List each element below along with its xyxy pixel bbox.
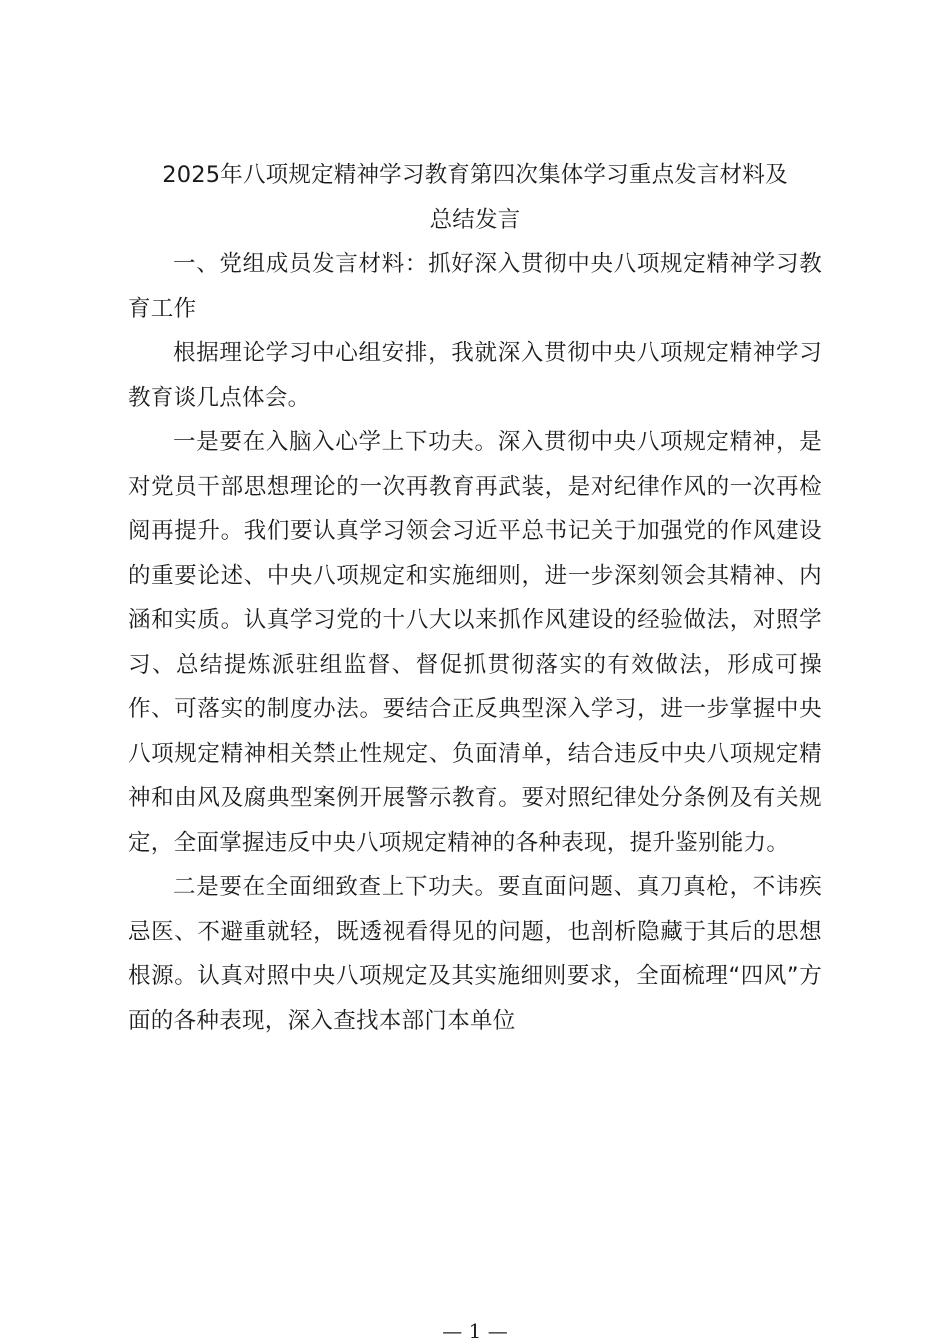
body-paragraph-1: 一是要在入脑入心学上下功夫。深入贯彻中央八项规定精神，是对党员干部思想理论的一次再教育再武装，是对纪律作风的一次再检阅再提升。我们要认真学习领会习近平总书记关于加强党的作风建设的重要论述、中央八项规定和实施细则，进一步深刻领会其精神、内涵和实质。认真学习党的十八大以来抓作风建设的经验做法，对照学习、总结提炼派驻组监督、督促抓贯彻落实的有效做法，形成可操作、可落实的制度办法。要结合正反典型深入学习，进一步掌握中央八项规定精神相关禁止性规定、负面清单，结合违反中央八项规定精神和由风及腐典型案例开展警示教育。要对照纪律处分条例及有关规定，全面掌握违反中央八项规定精神的各种表现，提升鉴别能力。 (128, 429, 822, 856)
title-line-2: 总结发言 (429, 206, 521, 233)
title-line-1: 2025年八项规定精神学习教育第四次集体学习重点发言材料及 (162, 162, 788, 188)
body-paragraph-2: 二是要在全面细致查上下功夫。要直面问题、真刀真枪，不讳疾忌医、不避重就轻，既透视看得见的问题，也剖析隐藏于其后的思想根源。认真对照中央八项规定及其实施细则要求，全面梳理“四风”方面的各种表现，深入查找本部门本单位 (128, 874, 822, 1034)
section-heading: 一、党组成员发言材料：抓好深入贯彻中央八项规定精神学习教育工作 (128, 251, 822, 322)
page-number: — 1 — (442, 1319, 508, 1343)
intro-paragraph: 根据理论学习中心组安排，我就深入贯彻中央八项规定精神学习教育谈几点体会。 (128, 340, 822, 411)
document-body (128, 153, 822, 1043)
document-title (128, 153, 822, 242)
